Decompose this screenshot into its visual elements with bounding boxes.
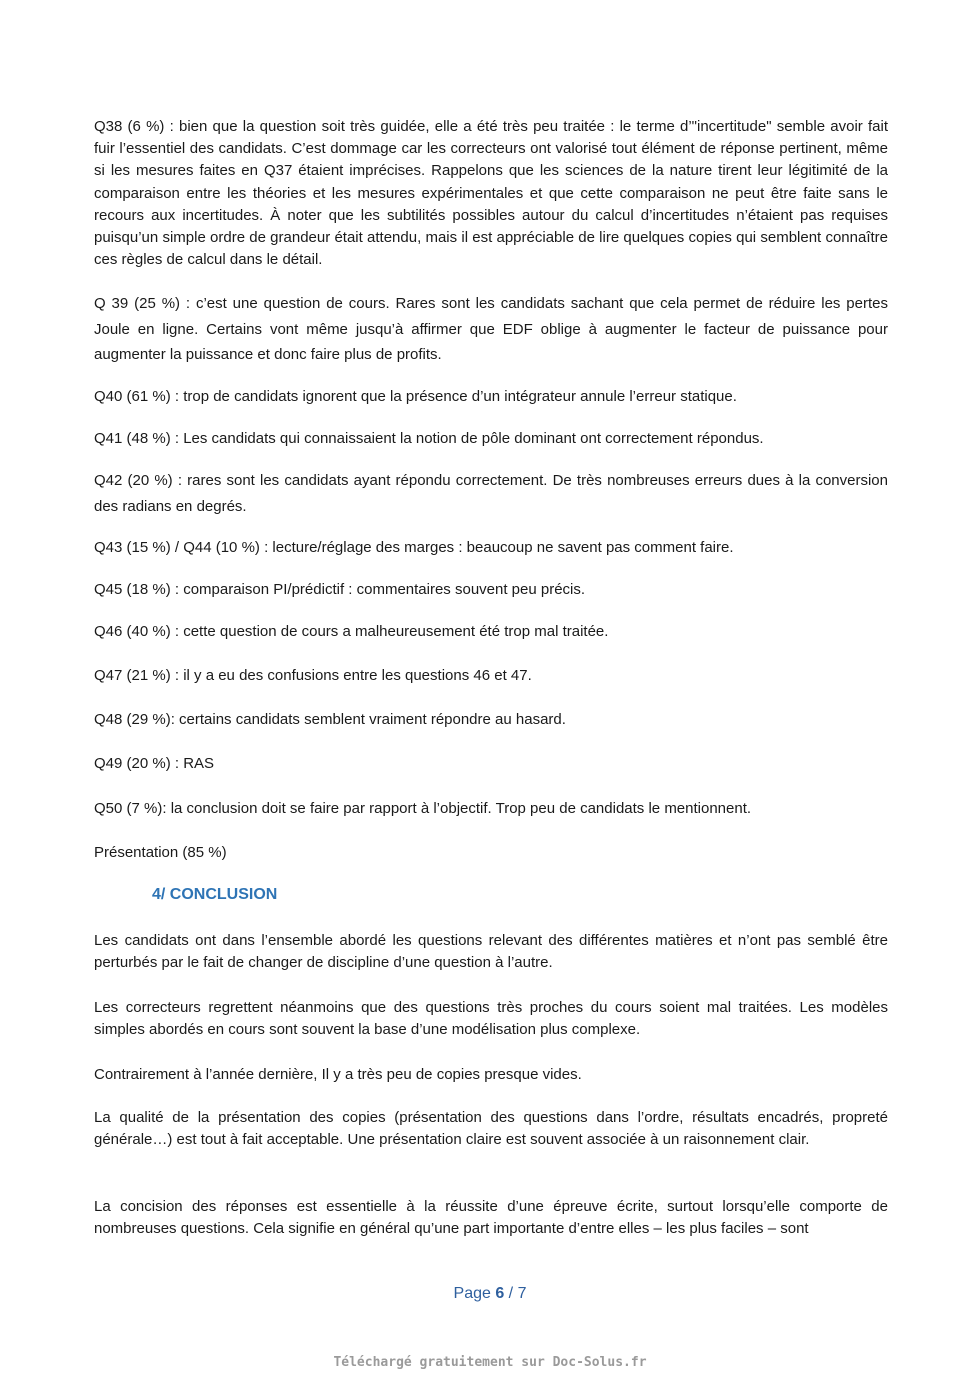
paragraph-q40: Q40 (61 %) : trop de candidats ignorent que la présence d’un intégrateur annule l’erreur statique. bbox=[94, 388, 737, 405]
download-watermark: Téléchargé gratuitement sur Doc-Solus.fr bbox=[333, 1355, 647, 1370]
paragraph-q42: Q42 (20 %) : rares sont les candidats ayant répondu correctement. De très nombreuses erreurs dues à la conversion des radians en degrés. bbox=[94, 472, 888, 515]
paragraph-conclusion-2: Les correcteurs regrettent néanmoins que des questions très proches du cours soient mal traitées. Les modèles simples abordés en cours sont souvent la base d’une modélisation plus complexe. bbox=[94, 999, 888, 1039]
page-current: 6 bbox=[495, 1285, 505, 1302]
paragraph-presentation: Présentation (85 %) bbox=[94, 844, 227, 861]
page-number bbox=[0, 1285, 980, 1303]
paragraph-q49: Q49 (20 %) : RAS bbox=[94, 755, 215, 772]
paragraph-conclusion-4: La qualité de la présentation des copies (présentation des questions dans l’ordre, résultats encadrés, propreté générale…) est tout à fait acceptable. Une présentation claire est souvent associée à un raisonnement clair. bbox=[94, 1109, 888, 1149]
paragraph-conclusion-3: Contrairement à l’année dernière, Il y a très peu de copies presque vides. bbox=[94, 1066, 582, 1083]
paragraph-q48: Q48 (29 %): certains candidats semblent vraiment répondre au hasard. bbox=[94, 711, 566, 728]
page-total: 7 bbox=[517, 1285, 527, 1302]
paragraph-conclusion-5: La concision des réponses est essentielle à la réussite d’une épreuve écrite, surtout lorsqu’elle comporte de nombreuses questions. Cela signifie en général qu’une part importante d’entre elles – les plus faciles – sont bbox=[94, 1198, 888, 1238]
paragraph-q46: Q46 (40 %) : cette question de cours a malheureusement été trop mal traitée. bbox=[94, 623, 609, 640]
paragraph-q39: Q 39 (25 %) : c’est une question de cours. Rares sont les candidats sachant que cela permet de réduire les pertes Joule en ligne. Certains vont même jusqu’à affirmer que EDF oblige à augmenter le facteur de puissance pour augmenter la puissance et donc faire plus de profits. bbox=[94, 295, 888, 363]
paragraph-q38: Q38 (6 %) : bien que la question soit très guidée, elle a été très peu traitée : le terme d’"incertitude" semble avoir fait fuir l’essentiel des candidats. C’est dommage car les correcteurs ont valorisé tout élément de réponse pertinent, même si les mesures faites en Q37 étaient imprécises. Rappelons que les sciences de la nature tirent leur légitimité de la comparaison entre les théories et les mesures expérimentales et que cette comparaison ne peut être faite sans le recours aux incertitudes. À noter que les subtilités possibles autour du calcul d’incertitudes n’étaient pas requises puisqu’un simple ordre de grandeur était attendu, mais il est appréciable de lire quelques copies qui semblent connaître ces règles de calcul dans le détail. bbox=[94, 118, 888, 269]
paragraph-q45: Q45 (18 %) : comparaison PI/prédictif : commentaires souvent peu précis. bbox=[94, 581, 586, 598]
page-prefix: Page bbox=[453, 1285, 496, 1302]
paragraph-conclusion-1: Les candidats ont dans l’ensemble abordé les questions relevant des différentes matières et n’ont pas semblé être perturbés par le fait de changer de discipline d’une question à l’autre. bbox=[94, 932, 888, 972]
section-heading-conclusion: 4/ CONCLUSION bbox=[152, 886, 278, 903]
paragraph-q50: Q50 (7 %): la conclusion doit se faire par rapport à l’objectif. Trop peu de candidats le mentionnent. bbox=[94, 800, 752, 817]
paragraph-q41: Q41 (48 %) : Les candidats qui connaissaient la notion de pôle dominant ont correctement répondus. bbox=[94, 430, 764, 447]
paragraph-q43-q44: Q43 (15 %) / Q44 (10 %) : lecture/réglage des marges : beaucoup ne savent pas comment faire. bbox=[94, 539, 734, 556]
page-separator: / bbox=[504, 1285, 518, 1302]
paragraph-q47: Q47 (21 %) : il y a eu des confusions entre les questions 46 et 47. bbox=[94, 667, 532, 684]
